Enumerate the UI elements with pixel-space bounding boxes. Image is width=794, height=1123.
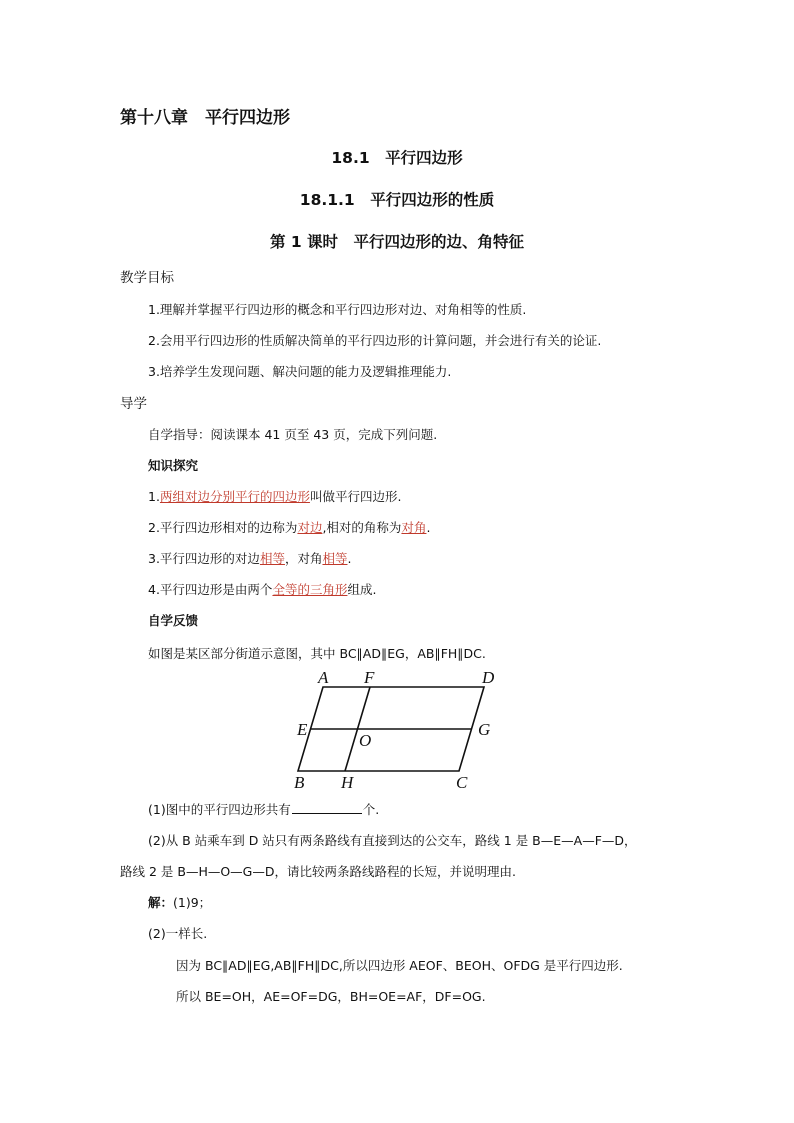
answer-text: 对边 [297, 520, 323, 535]
answer-text: 对角 [401, 520, 427, 535]
section-title: 18.1 平行四边形 [331, 149, 463, 167]
explore-item-1 [148, 489, 401, 505]
reason-line-2: 所以 BE=OH，AE=OF=DG，BH=OE=AF，DF=OG. [176, 989, 486, 1004]
solution-text: (1)9； [173, 895, 212, 910]
label-H: H [341, 773, 354, 792]
reason-line-1: 因为 BC∥AD∥EG,AB∥FH∥DC,所以四边形 AEOF、BEOH、OFDG 是平行四边形. [176, 958, 623, 973]
chapter-title: 第十八章 平行四边形 [120, 108, 290, 128]
goal-item-2: 2.会用平行四边形的性质解决简单的平行四边形的计算问题，并会进行有关的论证. [148, 333, 602, 348]
explore-item-2 [148, 520, 430, 536]
item-mid: ，对角 [284, 551, 323, 566]
question-2-line-1: (2)从 B 站乘车到 D 站只有两条路线有直接到达的公交车，路线 1 是 B—E—A—F—D， [148, 833, 637, 848]
label-G: G [478, 720, 491, 739]
item-suffix: . [347, 551, 352, 566]
label-D: D [482, 668, 495, 687]
item-prefix: 4.平行四边形是由两个 [148, 582, 273, 597]
question-1 [148, 801, 379, 818]
label-F: F [364, 668, 375, 687]
solution-label: 解： [148, 895, 174, 910]
subsection-title: 18.1.1 平行四边形的性质 [299, 191, 495, 209]
explore-item-3 [148, 551, 351, 567]
figure-intro: 如图是某区部分街道示意图，其中 BC∥AD∥EG，AB∥FH∥DC. [148, 646, 486, 661]
label-E: E [297, 720, 308, 739]
lesson-title: 第 1 课时 平行四边形的边、角特征 [269, 233, 525, 251]
label-A: A [318, 668, 329, 687]
label-B: B [294, 773, 305, 792]
item-prefix: 3.平行四边形的对边 [148, 551, 260, 566]
feedback-heading: 自学反馈 [148, 613, 199, 628]
solution-line-2: (2)一样长. [148, 926, 208, 941]
answer-blank[interactable] [292, 801, 362, 814]
label-O: O [359, 731, 372, 750]
question-suffix: 个. [362, 802, 380, 817]
goals-heading: 教学目标 [120, 270, 174, 286]
answer-text: 相等 [322, 551, 348, 566]
explore-heading: 知识探究 [148, 458, 199, 473]
self-study-instruction: 自学指导：阅读课本 41 页至 43 页，完成下列问题. [148, 427, 438, 442]
goal-item-1: 1.理解并掌握平行四边形的概念和平行四边形对边、对角相等的性质. [148, 302, 527, 317]
answer-text: 两组对边分别平行的四边形 [159, 489, 310, 504]
item-suffix: 组成. [347, 582, 377, 597]
goal-item-3: 3.培养学生发现问题、解决问题的能力及逻辑推理能力. [148, 364, 452, 379]
item-mid: ,相对的角称为 [322, 520, 402, 535]
item-prefix: 1. [148, 489, 160, 504]
explore-item-4 [148, 582, 376, 598]
item-suffix: 叫做平行四边形. [309, 489, 402, 504]
street-diagram [0, 664, 794, 804]
question-2-line-2: 路线 2 是 B—H—O—G—D，请比较两条路线路程的长短，并说明理由. [120, 864, 516, 879]
solution-line-1 [148, 895, 211, 911]
answer-text: 相等 [259, 551, 285, 566]
label-C: C [456, 773, 468, 792]
item-suffix: . [426, 520, 431, 535]
question-text: (1)图中的平行四边形共有 [148, 802, 291, 817]
item-prefix: 2.平行四边形相对的边称为 [148, 520, 298, 535]
guide-heading: 导学 [120, 396, 147, 412]
answer-text: 全等的三角形 [272, 582, 348, 597]
